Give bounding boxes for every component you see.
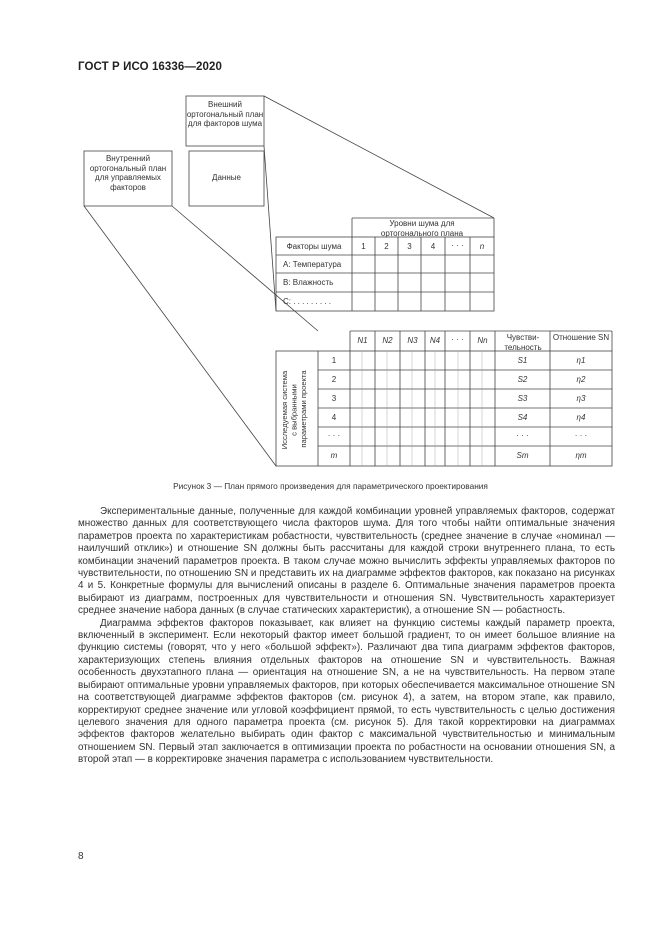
main-col-n2: N2 — [382, 336, 393, 345]
row-num-dots: · · · — [327, 431, 341, 440]
noise-col-2: 2 — [384, 242, 389, 251]
paragraph-1: Экспериментальные данные, полученные для каждой комбинации уровней управляемых факторов, содержат множество данных для соответствующего числа факторов шума. Для того чтобы найти оптимальные значения параметров проекта по характеристикам робастности, чувствительность (среднее значение в случае «номинал — наилучший отклик») и отношение SN должны быть рассчитаны для каждой строки внутреннего плана, то есть комбинации значений параметров проекта. В таком случае можно вычислить эффекты управляемых факторов по чувствительности, по отношению SN и представить их на диаграмме эффектов факторов, как показано на рисунках 4 и 5. Конкретные формулы для вычислений описаны в разделе 6. Оптимальные значения параметров проекта выбирают из диаграмм, построенных для чувствительности и отношения SN. Чувствительность характеризует среднее значение набора данных (в случае статических характеристик), а отношение SN — робастность. — [78, 506, 615, 617]
row-s-dots: · · · — [516, 431, 529, 440]
row-num-1: 1 — [331, 356, 337, 365]
row-num-2: 2 — [331, 375, 337, 384]
outer-plan-label: Внешний ортогональный план для факторов шума — [186, 100, 264, 128]
row-eta-4: η4 — [576, 413, 586, 422]
row-num-m: m — [330, 451, 338, 460]
noise-factors-header: Факторы шума — [286, 242, 342, 251]
noise-row-b: В: Влажность — [283, 278, 334, 287]
row-num-3: 3 — [331, 394, 337, 403]
row-num-4: 4 — [331, 413, 337, 422]
row-eta-m: ηm — [575, 451, 587, 460]
row-s-m: Sm — [516, 451, 529, 460]
noise-row-c: С: . . . . . . . . . — [283, 297, 332, 306]
vertical-system-label: Исследуемая система с выбранными параметрами проекта — [280, 370, 308, 450]
main-col-n4: N4 — [429, 336, 441, 345]
body-text — [78, 506, 615, 767]
row-s-3: S3 — [517, 394, 528, 403]
row-s-1: S1 — [517, 356, 528, 365]
document-code-header: ГОСТ Р ИСО 16336—2020 — [78, 61, 223, 73]
main-col-nn: Nn — [477, 336, 488, 345]
inner-plan-label: Внутренний ортогональный план для управляемых факторов — [89, 154, 167, 192]
noise-col-1: 1 — [361, 242, 366, 251]
noise-col-4: 4 — [430, 242, 436, 251]
row-eta-3: η3 — [576, 394, 586, 403]
noise-col-3: 3 — [407, 242, 412, 251]
row-s-4: S4 — [517, 413, 528, 422]
noise-row-a: А: Температура — [283, 260, 342, 269]
noise-col-n: n — [479, 242, 485, 251]
sn-ratio-header: Отношение SN — [552, 333, 610, 342]
paragraph-2: Диаграмма эффектов факторов показывает, как влияет на функцию системы каждый параметр проекта, включенный в эксперимент. Если некоторый фактор имеет большой градиент, то он имеет большое влияние на функцию системы (говорят, что у него «большой эффект»). Различают два типа диаграмм эффектов факторов, характеризующих степень влияния отдельных факторов на отношение SN и чувствительность. Важная особенность двухэтапного плана — ориентация на отношение SN, а не на чувствительность. На первом этапе выбирают оптимальные уровни управляемых факторов, при которых обеспечивается максимальное отношение SN на соответствующей диаграмме эффектов факторов (см. рисунок 4), а затем, на втором этапе, как правило, корректируют среднее значение или угловой коэффициент прямой, то есть чувствительность с целью достижения целевого значения для одного параметра проекта (см. рисунок 5). Для такой корректировки на диаграммах эффектов факторов желательно выбирать один фактор с максимальной чувствительностью и минимальным отношением SN. Первый этап заключается в оптимизации проекта по робастности на основании отношения SN, а второй этап — в корректировке значения параметра с использованием чувствительности. — [78, 617, 615, 766]
sensitivity-header: Чувстви-тельность — [504, 333, 542, 352]
main-col-n1: N1 — [357, 336, 368, 345]
connector-inner-left — [84, 206, 276, 466]
page-number: 8 — [78, 851, 84, 862]
row-eta-dots: · · · — [574, 431, 588, 440]
connector-outer-top — [264, 96, 494, 218]
main-col-n3: N3 — [407, 336, 418, 345]
row-s-2: S2 — [517, 375, 528, 384]
main-col-dots: · · · — [451, 335, 464, 344]
row-eta-1: η1 — [576, 356, 586, 365]
noise-col-dots: · · · — [451, 241, 464, 250]
noise-levels-header: Уровни шума для ортогонального плана — [380, 219, 464, 238]
row-eta-2: η2 — [576, 375, 586, 384]
figure-caption: Рисунок 3 — План прямого произведения для параметрического проектирования — [173, 481, 488, 491]
data-label: Данные — [212, 173, 241, 182]
